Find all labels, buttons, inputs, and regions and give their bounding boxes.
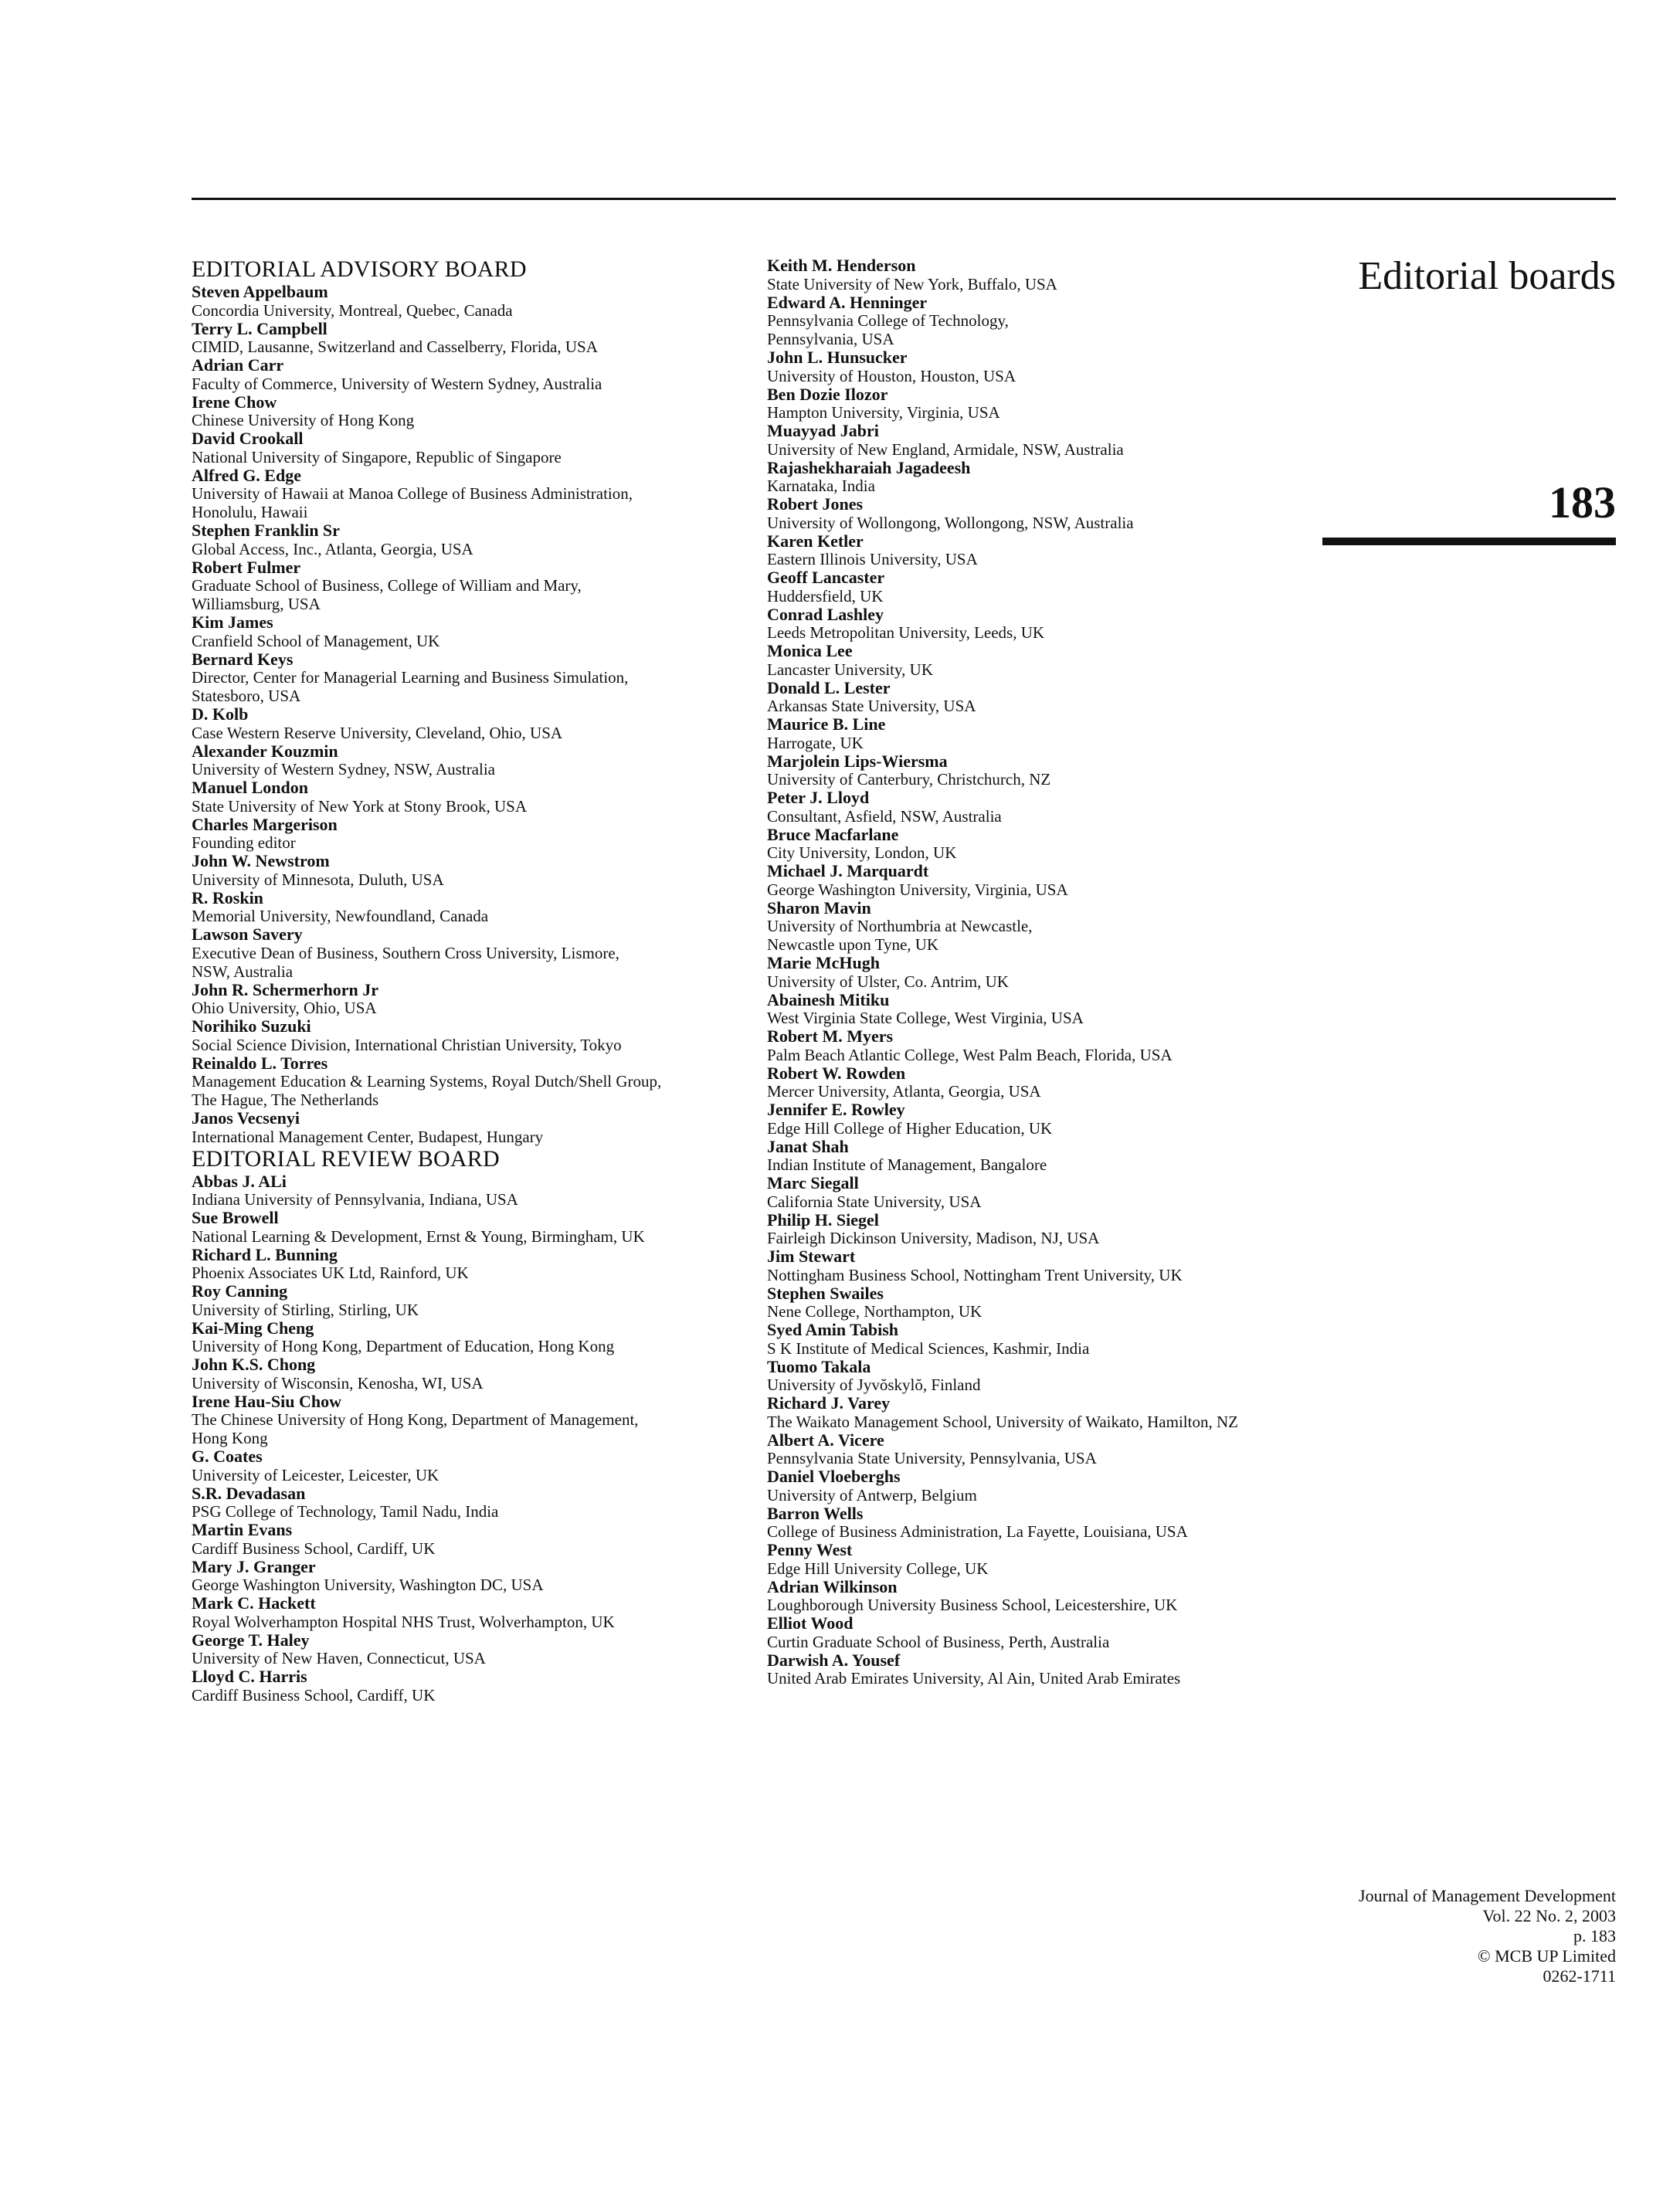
member-affiliation: College of Business Administration, La Fayette, Louisiana, USA — [767, 1522, 1188, 1541]
member-affiliation: Hampton University, Virginia, USA — [767, 403, 1000, 422]
board-member — [192, 429, 748, 466]
member-affiliation: S K Institute of Medical Sciences, Kashmir, India — [767, 1338, 1090, 1358]
member-affiliation: International Management Center, Budapest, Hungary — [192, 1127, 544, 1146]
board-member — [767, 293, 1339, 349]
board-member — [192, 393, 748, 430]
board-member — [192, 889, 748, 926]
member-name: Monica Lee — [767, 641, 853, 660]
member-affiliation: State University of New York, Buffalo, USA — [767, 274, 1057, 293]
member-affiliation: City University, London, UK — [767, 843, 957, 862]
member-affiliation: Edge Hill College of Higher Education, UK — [767, 1118, 1053, 1138]
journal-name: Journal of Management Development — [1359, 1886, 1616, 1905]
board-member — [767, 642, 1339, 679]
member-name: Adrian Wilkinson — [767, 1576, 898, 1596]
left-column — [192, 256, 748, 1705]
member-affiliation: Ohio University, Ohio, USA — [192, 999, 377, 1017]
member-name: Marie McHugh — [767, 953, 881, 972]
member-name: Maurice B. Line — [767, 714, 886, 734]
board-member — [192, 1355, 748, 1393]
board-member — [192, 742, 748, 779]
member-affiliation: University of Wisconsin, Kenosha, WI, USA — [192, 1373, 484, 1393]
board-member — [767, 1321, 1339, 1358]
member-affiliation: Founding editor — [192, 833, 296, 852]
member-name: Charles Margerison — [192, 814, 338, 834]
member-affiliation: Management Education & Learning Systems, Royal Dutch/Shell Group, The Hague, The Netherlands — [192, 1072, 662, 1109]
board-member — [192, 1484, 748, 1521]
member-affiliation: CIMID, Lausanne, Switzerland and Casselberry, Florida, USA — [192, 338, 598, 356]
member-affiliation: University of New Haven, Connecticut, USA — [192, 1649, 486, 1667]
board-member — [192, 816, 748, 853]
board-member — [767, 606, 1339, 643]
member-affiliation: University of Jyvŏskylŏ, Finland — [767, 1376, 981, 1394]
member-name: Michael J. Marquardt — [767, 861, 929, 880]
board-member — [192, 705, 748, 742]
member-name: Richard J. Varey — [767, 1393, 891, 1413]
board-member — [767, 789, 1339, 826]
page-title: Editorial boards — [1358, 254, 1616, 298]
member-name: John K.S. Chong — [192, 1355, 316, 1374]
member-affiliation: Graduate School of Business, College of William and Mary, Williamsburg, USA — [192, 576, 582, 613]
member-name: Abainesh Mitiku — [767, 989, 890, 1009]
member-name: Marjolein Lips-Wiersma — [767, 751, 948, 771]
board-member — [192, 1594, 748, 1631]
member-name: Rajashekharaiah Jagadeesh — [767, 457, 971, 477]
member-name: Robert M. Myers — [767, 1026, 894, 1046]
middle-column — [767, 256, 1339, 1688]
member-name: Albert A. Vicere — [767, 1430, 884, 1450]
member-name: Kai-Ming Cheng — [192, 1318, 314, 1338]
member-name: Lloyd C. Harris — [192, 1667, 307, 1686]
board-member — [767, 1138, 1339, 1175]
member-affiliation: Leeds Metropolitan University, Leeds, UK — [767, 623, 1045, 642]
member-name: Marc Siegall — [767, 1173, 859, 1192]
member-affiliation: Arkansas State University, USA — [767, 697, 976, 715]
member-name: Karen Ketler — [767, 531, 864, 551]
member-affiliation: Cranfield School of Management, UK — [192, 631, 440, 650]
member-affiliation: Curtin Graduate School of Business, Perth, Australia — [767, 1632, 1110, 1651]
sidebar-rule — [1322, 538, 1616, 545]
board-member — [767, 1064, 1339, 1101]
board-member — [192, 558, 748, 614]
board-member — [192, 1393, 748, 1448]
board-member — [192, 1246, 748, 1283]
member-affiliation: University of Wollongong, Wollongong, NSW, Australia — [767, 513, 1134, 532]
member-name: R. Roskin — [192, 887, 263, 907]
member-affiliation: Royal Wolverhampton Hospital NHS Trust, Wolverhampton, UK — [192, 1612, 615, 1631]
member-name: Manuel London — [192, 778, 308, 797]
member-affiliation: Executive Dean of Business, Southern Cross University, Lismore, NSW, Australia — [192, 943, 619, 981]
board-member — [192, 925, 748, 981]
member-name: Mark C. Hackett — [192, 1593, 316, 1613]
board-member — [767, 1247, 1339, 1284]
member-affiliation: University of Hong Kong, Department of Education, Hong Kong — [192, 1337, 615, 1355]
board-member — [767, 1614, 1339, 1651]
member-name: Jennifer E. Rowley — [767, 1100, 905, 1119]
member-affiliation: University of Western Sydney, NSW, Australia — [192, 760, 495, 779]
board-member — [192, 1109, 748, 1146]
member-name: Sharon Mavin — [767, 897, 871, 918]
member-name: Alexander Kouzmin — [192, 741, 338, 761]
member-affiliation: Karnataka, India — [767, 477, 875, 495]
board-member — [192, 852, 748, 889]
page-number: 183 — [1549, 477, 1616, 527]
member-name: Bernard Keys — [192, 649, 294, 669]
member-name: Robert Fulmer — [192, 557, 301, 577]
member-name: Conrad Lashley — [767, 604, 884, 624]
member-affiliation: Memorial University, Newfoundland, Canada — [192, 907, 489, 925]
board-member — [767, 1211, 1339, 1248]
member-name: Peter J. Lloyd — [767, 788, 870, 807]
board-member — [192, 1209, 748, 1246]
member-name: Abbas J. ALi — [192, 1171, 287, 1191]
member-name: John L. Hunsucker — [767, 348, 908, 367]
member-name: John R. Schermerhorn Jr — [192, 979, 378, 999]
board-member — [767, 899, 1339, 955]
board-member — [767, 991, 1339, 1028]
journal-page: p. 183 — [1573, 1926, 1616, 1945]
member-affiliation: Faculty of Commerce, University of Western Sydney, Australia — [192, 374, 602, 393]
member-name: Alfred G. Edge — [192, 465, 301, 485]
member-name: Adrian Carr — [192, 355, 284, 375]
board-member — [767, 954, 1339, 991]
member-name: David Crookall — [192, 429, 304, 448]
board-member — [767, 715, 1339, 752]
member-name: Tuomo Takala — [767, 1356, 871, 1376]
board-member — [767, 1541, 1339, 1578]
board-member — [767, 1431, 1339, 1468]
member-affiliation: Nottingham Business School, Nottingham Trent University, UK — [767, 1265, 1183, 1284]
board-member — [767, 1027, 1339, 1064]
member-name: Darwish A. Yousef — [767, 1650, 901, 1670]
board-member — [192, 521, 748, 558]
member-affiliation: National University of Singapore, Republic of Singapore — [192, 447, 562, 466]
board-member — [767, 459, 1339, 496]
member-affiliation: California State University, USA — [767, 1192, 982, 1211]
member-affiliation: Concordia University, Montreal, Quebec, Canada — [192, 300, 513, 320]
board-member — [767, 256, 1339, 293]
member-name: Sue Browell — [192, 1208, 279, 1227]
board-member — [767, 1394, 1339, 1431]
board-member — [767, 752, 1339, 789]
board-member — [767, 1651, 1339, 1688]
member-name: Roy Canning — [192, 1281, 288, 1301]
member-affiliation: University of Minnesota, Duluth, USA — [192, 870, 444, 889]
member-affiliation: Cardiff Business School, Cardiff, UK — [192, 1685, 436, 1705]
member-affiliation: University of Houston, Houston, USA — [767, 366, 1016, 385]
member-affiliation: University of Antwerp, Belgium — [767, 1485, 977, 1504]
member-affiliation: Nene College, Northampton, UK — [767, 1302, 983, 1321]
member-name: Syed Amin Tabish — [767, 1320, 898, 1339]
journal-volume: Vol. 22 No. 2, 2003 — [1482, 1906, 1616, 1925]
journal-publisher: © MCB UP Limited — [1477, 1946, 1616, 1966]
board-member — [767, 862, 1339, 899]
board-member — [192, 779, 748, 816]
top-rule — [192, 198, 1616, 200]
member-name: Kim James — [192, 612, 273, 632]
member-name: Mary J. Granger — [192, 1556, 316, 1576]
member-affiliation: The Waikato Management School, University of Waikato, Hamilton, NZ — [767, 1412, 1238, 1431]
member-affiliation: University of Canterbury, Christchurch, NZ — [767, 770, 1051, 789]
member-name: Norihiko Suzuki — [192, 1016, 311, 1036]
member-affiliation: PSG College of Technology, Tamil Nadu, India — [192, 1502, 499, 1521]
member-name: Martin Evans — [192, 1520, 293, 1539]
member-name: Janat Shah — [767, 1136, 849, 1156]
member-name: Ben Dozie Ilozor — [767, 384, 888, 404]
member-name: Daniel Vloeberghs — [767, 1467, 901, 1486]
board-member — [192, 1054, 748, 1110]
board-member — [767, 1101, 1339, 1138]
member-name: Jim Stewart — [767, 1247, 856, 1266]
member-affiliation: University of New England, Armidale, NSW, Australia — [767, 439, 1124, 459]
review-board-list-left — [192, 1172, 748, 1705]
member-affiliation: Phoenix Associates UK Ltd, Rainford, UK — [192, 1264, 469, 1282]
board-member — [767, 679, 1339, 716]
member-name: Stephen Franklin Sr — [192, 521, 340, 540]
board-member — [192, 1319, 748, 1356]
member-affiliation: Cardiff Business School, Cardiff, UK — [192, 1538, 436, 1558]
member-name: John W. Newstrom — [192, 851, 330, 870]
member-name: Keith M. Henderson — [767, 256, 916, 275]
member-name: Terry L. Campbell — [192, 318, 328, 338]
board-member — [192, 1172, 748, 1209]
member-affiliation: Indian Institute of Management, Bangalore — [767, 1155, 1047, 1174]
member-affiliation: University of Stirling, Stirling, UK — [192, 1300, 419, 1319]
member-affiliation: George Washington University, Washington DC, USA — [192, 1576, 544, 1594]
board-member — [767, 422, 1339, 459]
board-member — [767, 1174, 1339, 1211]
board-member — [192, 1017, 748, 1054]
member-name: Irene Chow — [192, 392, 277, 412]
member-affiliation: State University of New York at Stony Brook, USA — [192, 796, 527, 816]
board-member — [192, 1447, 748, 1484]
member-affiliation: West Virginia State College, West Virginia, USA — [767, 1009, 1084, 1027]
member-name: G. Coates — [192, 1447, 263, 1466]
member-name: George T. Haley — [192, 1630, 310, 1650]
member-name: Richard L. Bunning — [192, 1244, 338, 1264]
member-name: Philip H. Siegel — [767, 1209, 879, 1230]
member-affiliation: University of Leicester, Leicester, UK — [192, 1465, 440, 1484]
board-member — [192, 1282, 748, 1319]
member-affiliation: Pennsylvania State University, Pennsylvania, USA — [767, 1449, 1097, 1467]
member-name: Geoff Lancaster — [767, 568, 885, 587]
board-member — [767, 532, 1339, 569]
journal-info — [1359, 1886, 1616, 1986]
advisory-board-heading: EDITORIAL ADVISORY BOARD — [192, 256, 527, 282]
member-name: Reinaldo L. Torres — [192, 1053, 328, 1073]
board-member — [767, 385, 1339, 422]
board-member — [192, 356, 748, 393]
member-affiliation: Global Access, Inc., Atlanta, Georgia, USA — [192, 539, 473, 558]
member-name: Donald L. Lester — [767, 677, 891, 697]
member-name: Muayyad Jabri — [767, 421, 879, 440]
member-name: Robert Jones — [767, 494, 864, 514]
board-member — [767, 348, 1339, 385]
board-member — [192, 1631, 748, 1668]
member-affiliation: Chinese University of Hong Kong — [192, 411, 415, 429]
member-name: Janos Vecsenyi — [192, 1108, 300, 1128]
member-affiliation: University of Hawaii at Manoa College of Business Administration, Honolulu, Hawaii — [192, 484, 633, 521]
member-affiliation: Loughborough University Business School, Leicestershire, UK — [767, 1596, 1178, 1614]
member-name: S.R. Devadasan — [192, 1483, 306, 1503]
member-name: Stephen Swailes — [767, 1283, 884, 1303]
member-affiliation: United Arab Emirates University, Al Ain, United Arab Emirates — [767, 1669, 1181, 1688]
member-name: Penny West — [767, 1540, 853, 1559]
board-member — [767, 1578, 1339, 1615]
board-member — [192, 650, 748, 706]
board-member — [192, 981, 748, 1018]
member-affiliation: George Washington University, Virginia, USA — [767, 880, 1068, 899]
member-name: D. Kolb — [192, 704, 249, 724]
board-member — [767, 826, 1339, 863]
member-affiliation: Palm Beach Atlantic College, West Palm Beach, Florida, USA — [767, 1045, 1173, 1064]
journal-issn: 0262-1711 — [1543, 1966, 1616, 1986]
member-affiliation: University of Ulster, Co. Antrim, UK — [767, 972, 1009, 991]
member-affiliation: Indiana University of Pennsylvania, Indiana, USA — [192, 1190, 518, 1209]
member-affiliation: Fairleigh Dickinson University, Madison, NJ, USA — [767, 1229, 1100, 1247]
member-name: Robert W. Rowden — [767, 1063, 906, 1083]
member-name: Bruce Macfarlane — [767, 824, 899, 844]
member-name: Irene Hau-Siu Chow — [192, 1391, 341, 1411]
member-name: Steven Appelbaum — [192, 282, 328, 301]
member-affiliation: Social Science Division, International Christian University, Tokyo — [192, 1035, 622, 1054]
board-member — [767, 495, 1339, 532]
board-member — [192, 320, 748, 357]
member-name: Elliot Wood — [767, 1613, 854, 1633]
board-member — [192, 283, 748, 320]
member-affiliation: Huddersfield, UK — [767, 586, 884, 606]
board-member — [192, 466, 748, 522]
board-member — [767, 568, 1339, 606]
board-member — [767, 1467, 1339, 1504]
member-affiliation: Consultant, Asfield, NSW, Australia — [767, 806, 1002, 826]
member-affiliation: University of Northumbria at Newcastle, Newcastle upon Tyne, UK — [767, 917, 1033, 954]
member-affiliation: Eastern Illinois University, USA — [767, 550, 978, 568]
member-affiliation: Lancaster University, UK — [767, 660, 933, 679]
member-affiliation: Case Western Reserve University, Cleveland, Ohio, USA — [192, 723, 563, 742]
review-board-heading: EDITORIAL REVIEW BOARD — [192, 1145, 500, 1172]
member-affiliation: Harrogate, UK — [767, 733, 864, 752]
member-affiliation: Director, Center for Managerial Learning and Business Simulation, Statesboro, USA — [192, 668, 629, 705]
member-affiliation: The Chinese University of Hong Kong, Department of Management, Hong Kong — [192, 1410, 639, 1447]
board-member — [767, 1358, 1339, 1395]
board-member — [767, 1504, 1339, 1542]
advisory-board-list — [192, 283, 748, 1146]
member-name: Barron Wells — [767, 1503, 864, 1523]
board-member — [192, 613, 748, 650]
member-affiliation: Pennsylvania College of Technology, Pennsylvania, USA — [767, 311, 1009, 348]
review-board-list-right — [767, 256, 1339, 1688]
member-affiliation: Edge Hill University College, UK — [767, 1559, 989, 1578]
member-name: Edward A. Henninger — [767, 292, 928, 312]
board-member — [192, 1667, 748, 1705]
board-member — [192, 1521, 748, 1558]
member-affiliation: National Learning & Development, Ernst & Young, Birmingham, UK — [192, 1226, 645, 1246]
member-affiliation: Mercer University, Atlanta, Georgia, USA — [767, 1082, 1041, 1101]
board-member — [192, 1558, 748, 1595]
member-name: Lawson Savery — [192, 924, 303, 944]
board-member — [767, 1284, 1339, 1321]
